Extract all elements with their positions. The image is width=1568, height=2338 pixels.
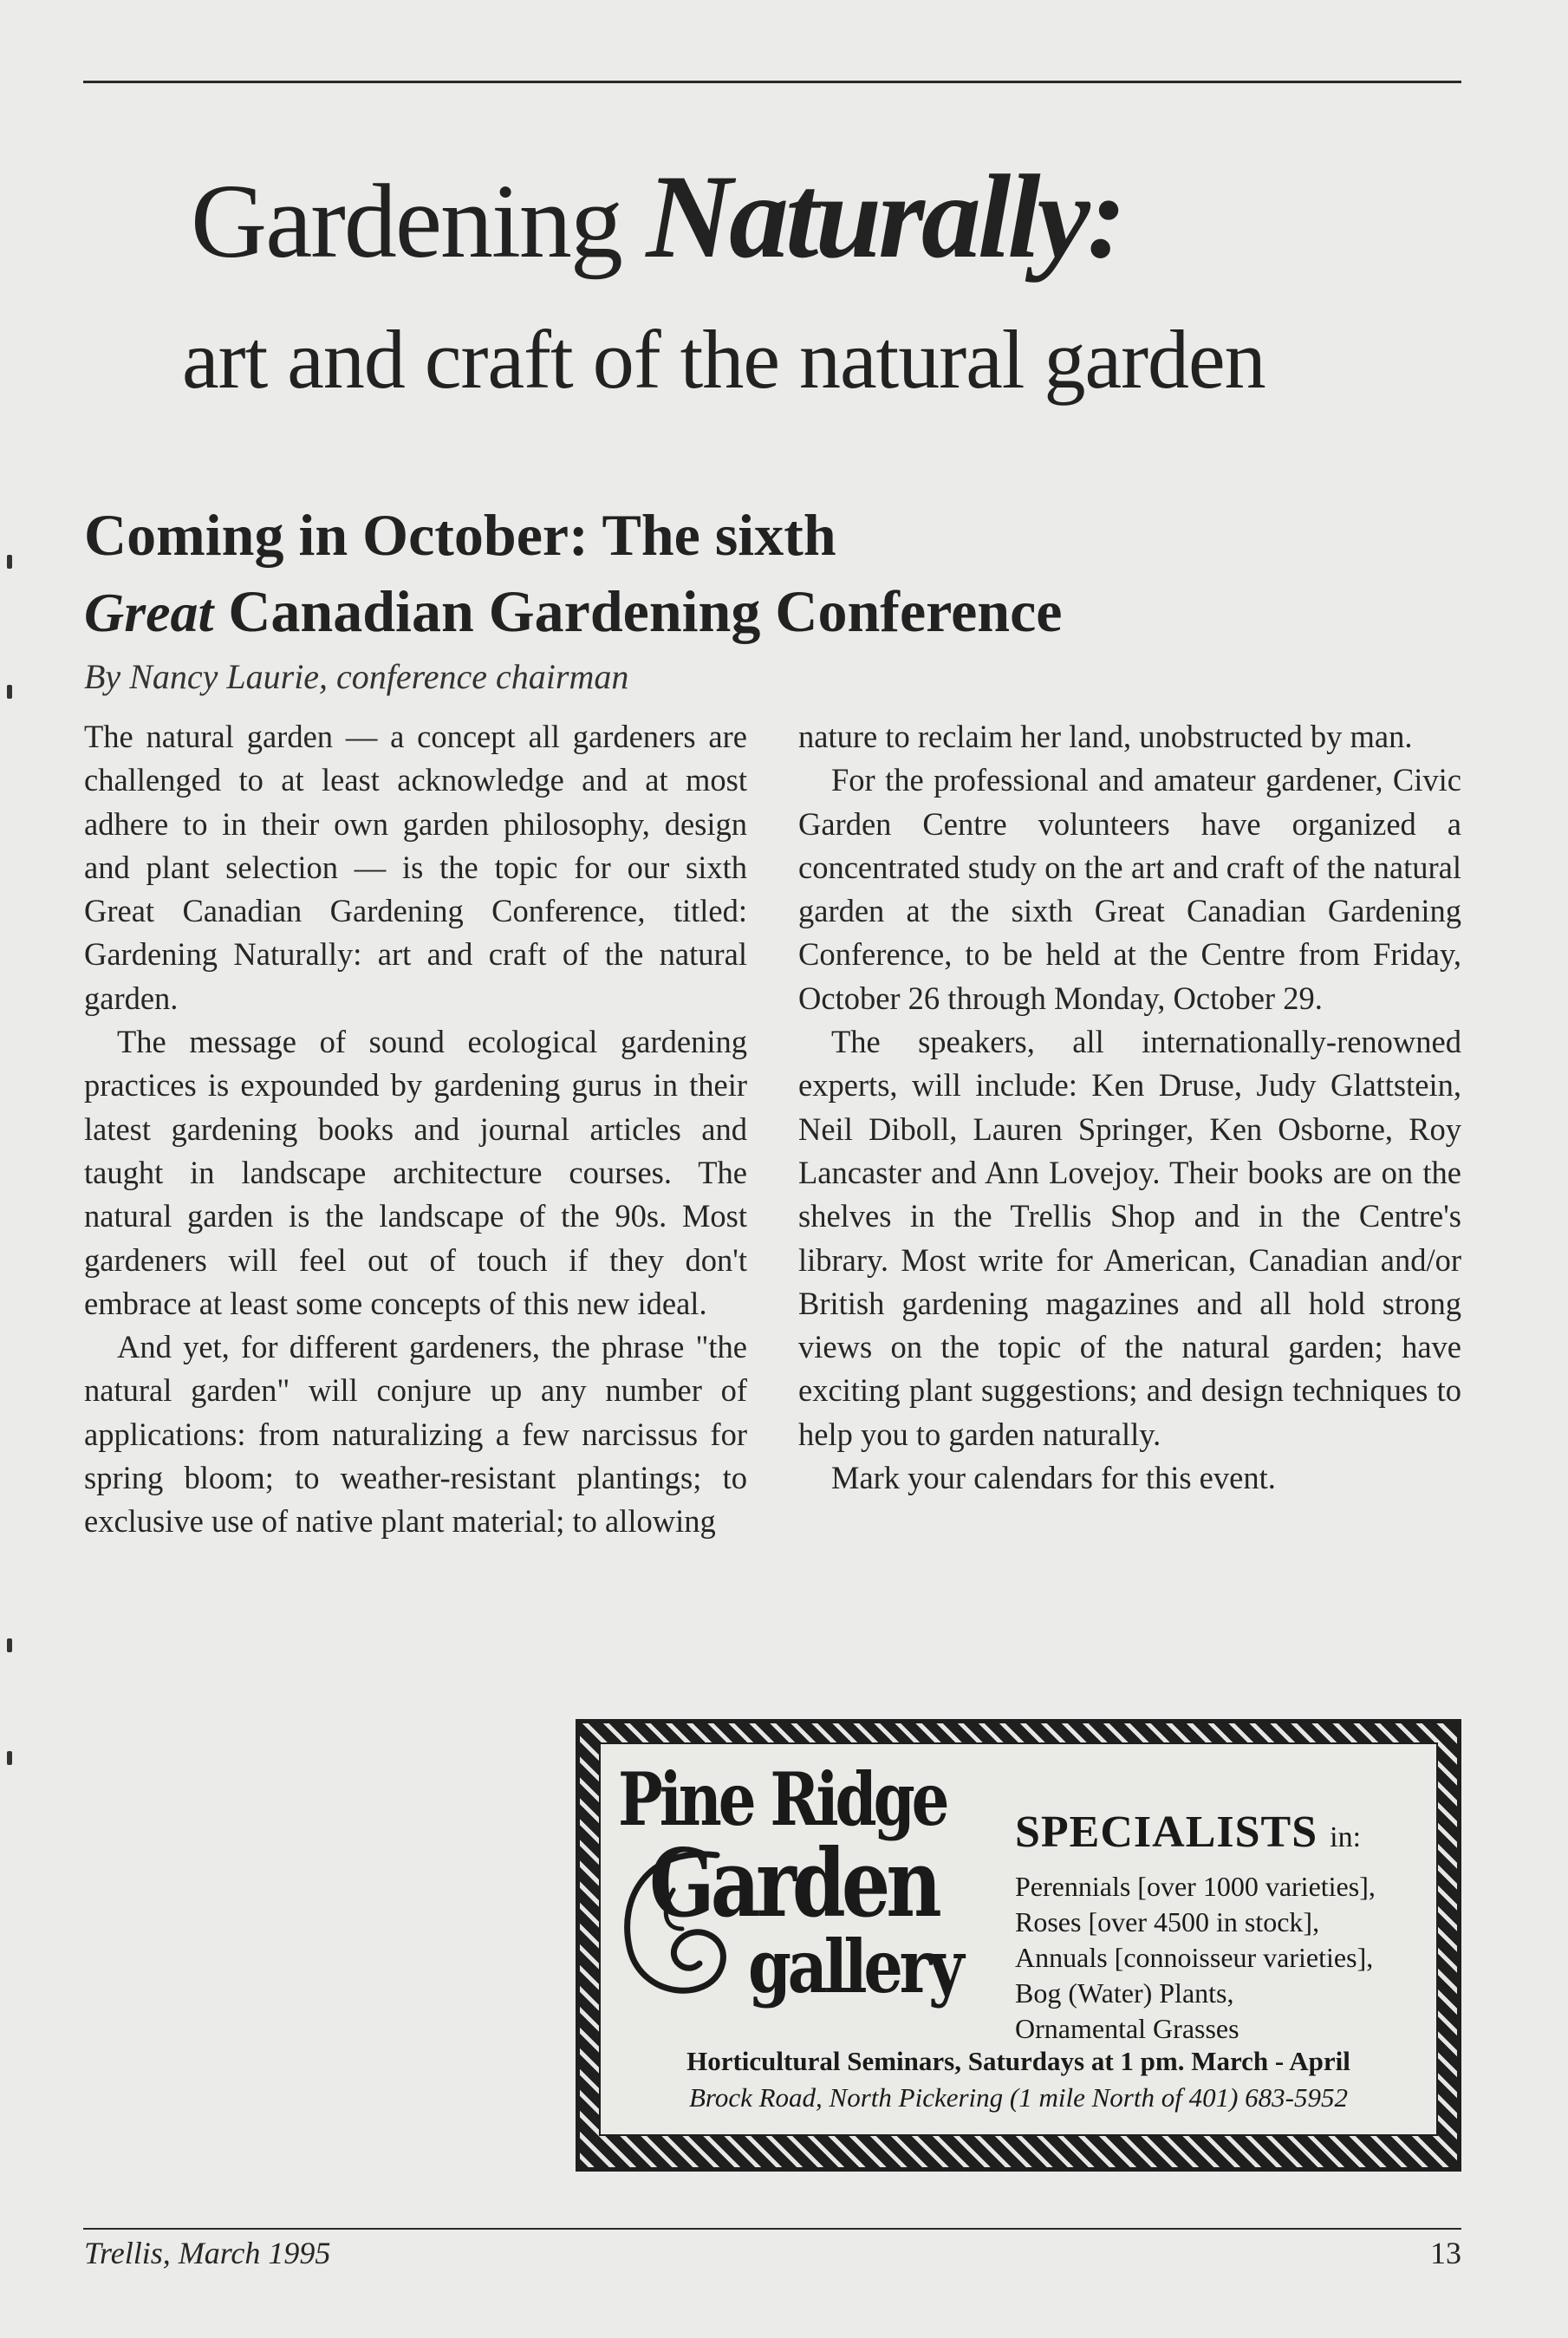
list-item: Ornamental Grasses — [1015, 2013, 1239, 2044]
binding-mark — [7, 1638, 12, 1652]
seminars-line: Horticultural Seminars, Saturdays at 1 pm. March - April — [686, 2046, 1350, 2076]
list-item: Roses [over 4500 in stock], — [1015, 1906, 1320, 1937]
logo-text-line-2: Garden — [649, 1829, 938, 1938]
article-paragraph: Mark your calendars for this event. — [831, 1460, 1276, 1496]
specialists-heading — [1015, 1807, 1361, 1858]
subheadline-line-1: Coming in October: The sixth — [84, 502, 836, 568]
byline: By Nancy Laurie, conference chairman — [84, 657, 629, 696]
binding-mark — [7, 1751, 12, 1765]
advertisement-box — [576, 1719, 1461, 2172]
logo-text-line-1: Pine Ridge — [618, 1756, 947, 1842]
list-item: Bog (Water) Plants, — [1015, 1977, 1234, 2009]
headline-line-2: art and craft of the natural garden — [182, 313, 1265, 406]
page-number: 13 — [1430, 2236, 1461, 2270]
article-paragraph: The speakers, all internationally-renowned experts, will include: Ken Druse, Judy Glattstein, Neil Diboll, Lauren Springer, Ken Osborne, Roy Lancaster and Ann Lovejoy. Their books are on the shelves in the Trellis Shop and in the Centre's library. Most write for American, Canadian and/or British gardening magazines and all hold strong views on the topic of the natural garden; have exciting plant suggestions; and design techniques to help you to garden naturally. — [798, 1024, 1461, 1452]
headline-line-1 — [191, 150, 1123, 283]
advertisement-content — [599, 1742, 1438, 2136]
garden-gallery-logo — [618, 1758, 982, 2018]
headline-word: Gardening — [191, 163, 621, 280]
top-rule — [83, 81, 1461, 83]
subheadline-script-word: Great — [84, 582, 214, 643]
specialists-suffix: in: — [1330, 1821, 1362, 1853]
subheadline-line-2 — [84, 575, 1062, 649]
list-item: Perennials [over 1000 varieties], — [1015, 1871, 1376, 1902]
footer-publication: Trellis, March 1995 — [84, 2236, 331, 2270]
article-paragraph: nature to reclaim her land, unobstructed by man. — [798, 719, 1413, 754]
article-paragraph: And yet, for different gardeners, the phrase "the natural garden" will conjure up any number of applications: from naturalizing a few narcissus for spring bloom; to weather-resistant plantings; to exclusive use of native plant material; to allowing — [84, 1329, 747, 1540]
article-column-left — [84, 715, 747, 1544]
list-item: Annuals [connoisseur varieties], — [1015, 1942, 1374, 1973]
article-column-right — [798, 715, 1461, 1500]
binding-mark — [7, 555, 12, 569]
specialists-label: SPECIALISTS — [1015, 1807, 1318, 1857]
address-line: Brock Road, North Pickering (1 mile North of 401) 683-5952 — [689, 2082, 1348, 2113]
headline-script-word: Naturally: — [646, 150, 1123, 283]
article-paragraph: The message of sound ecological gardening practices is expounded by gardening gurus in their latest gardening books and journal articles and taught in landscape architecture courses. The natural garden is the landscape of the 90s. Most gardeners will feel out of touch if they don't embrace at least some concepts of this new ideal. — [84, 1024, 747, 1321]
article-paragraph: For the professional and amateur gardener, Civic Garden Centre volunteers have organized a concentrated study on the art and craft of the natural garden at the sixth Great Canadian Gardening Conference, to be held at the Centre from Friday, October 26 through Monday, October 29. — [798, 762, 1461, 1016]
binding-mark — [7, 685, 12, 699]
subheadline-rest: Canadian Gardening Conference — [228, 578, 1063, 644]
article-paragraph: The natural garden — a concept all gardeners are challenged to at least acknowledge and at most adhere to in their own garden philosophy, design and plant selection — is the topic for our sixth Great Canadian Gardening Conference, titled: Gardening Naturally: art and craft of the natural garden. — [84, 719, 747, 1016]
specialties-list — [1015, 1869, 1376, 2047]
bottom-rule — [83, 2228, 1461, 2230]
logo-text-line-3: gallery — [748, 1924, 961, 2009]
